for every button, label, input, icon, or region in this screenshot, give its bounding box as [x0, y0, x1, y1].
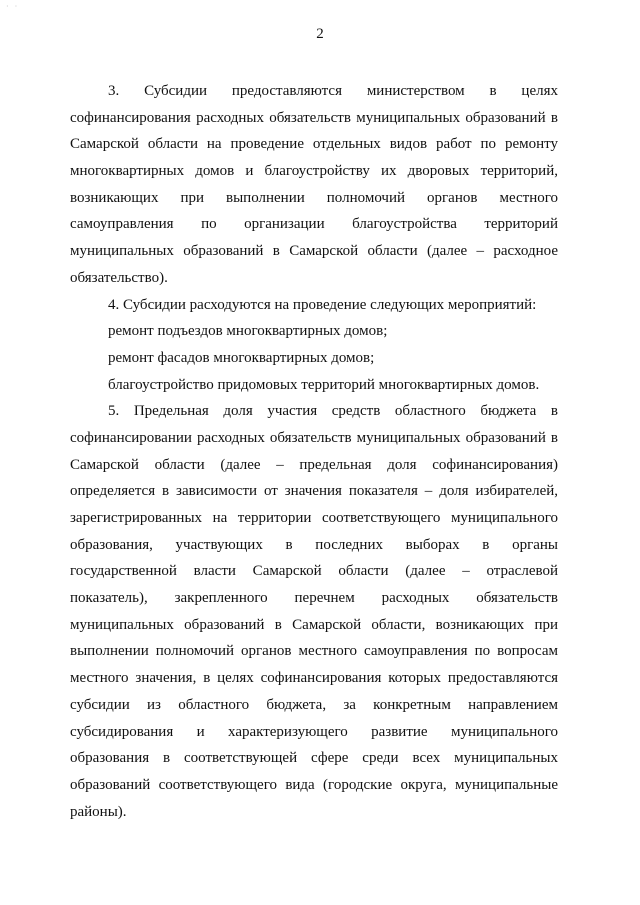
text-line: 3. Субсидии предоставляются министерством в целях	[108, 83, 558, 99]
text-line: образования, участвующих в последних выборах в органы	[70, 536, 558, 553]
text-line: обязательство).	[70, 269, 168, 286]
text-line: Самарской области (далее – предельная доля софинансирования)	[70, 456, 558, 473]
scan-corner-mark: · ·	[6, 2, 20, 11]
document-body	[70, 78, 558, 825]
page-number: 2	[316, 26, 324, 42]
text-line: Самарской области на проведение отдельных видов работ по ремонту	[70, 136, 558, 153]
text-line: образования в соответствующей сфере среди всех муниципальных	[70, 750, 558, 767]
text-line: 4. Субсидии расходуются на проведение следующих мероприятий:	[108, 296, 537, 313]
text-line: софинансирования расходных обязательств муниципальных образований в	[70, 109, 558, 126]
text-line: определяется в зависимости от значения показателя – доля избирателей,	[70, 483, 558, 500]
text-line: возникающих при выполнении полномочий органов местного	[70, 189, 558, 206]
text-line: районы).	[70, 803, 127, 820]
text-line: зарегистрированных на территории соответствующего муниципального	[70, 510, 558, 526]
text-line: показатель), закрепленного перечнем расходных обязательств	[70, 590, 558, 607]
text-line: ремонт подъездов многоквартирных домов;	[108, 323, 388, 340]
text-line: выполнении полномочий органов местного самоуправления по вопросам	[70, 643, 558, 660]
text-line: субсидирования и характеризующего развитие муниципального	[70, 723, 558, 740]
text-line: благоустройство придомовых территорий многоквартирных домов.	[108, 376, 540, 393]
text-line: субсидии из областного бюджета, за конкретным направлением	[70, 696, 558, 713]
text-line: образований соответствующего вида (городские округа, муниципальные	[70, 776, 558, 793]
text-line: софинансировании расходных обязательств муниципальных образований в	[70, 429, 558, 446]
text-line: ремонт фасадов многоквартирных домов;	[108, 349, 375, 366]
text-line: муниципальных образований в Самарской области, возникающих при	[70, 616, 558, 633]
text-line: государственной власти Самарской области (далее – отраслевой	[70, 563, 558, 580]
text-line: самоуправления по организации благоустройства территорий	[70, 216, 558, 233]
text-line: местного значения, в целях софинансирования которых предоставляются	[70, 670, 558, 687]
text-line: 5. Предельная доля участия средств областного бюджета в	[108, 403, 558, 420]
text-line: муниципальных образований в Самарской области (далее – расходное	[70, 243, 558, 260]
text-line: многоквартирных домов и благоустройству их дворовых территорий,	[70, 163, 558, 180]
